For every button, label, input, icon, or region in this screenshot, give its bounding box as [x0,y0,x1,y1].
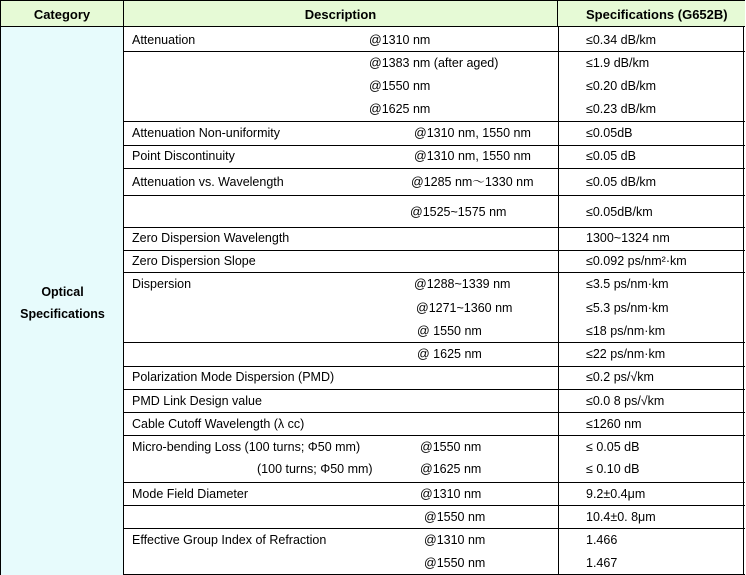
row-spec: ≤0.05dB/km [586,205,653,219]
row-divider [124,435,745,436]
row-condition: @1310 nm [369,33,431,47]
row-condition: @1550 nm [424,510,486,524]
row-spec: 1300~1324 nm [586,231,670,245]
row-spec: ≤0.092 ps/nm²·km [586,254,687,268]
row-condition: @1310 nm, 1550 nm [414,126,531,140]
category-label [1,281,124,325]
row-spec: ≤5.3 ps/nm·km [586,301,669,315]
row-condition: @1550 nm [420,440,482,454]
row-condition: @1310 nm, 1550 nm [414,149,531,163]
row-spec: ≤22 ps/nm·km [586,347,666,361]
row-spec: 9.2±0.4μm [586,487,646,501]
row-spec: ≤1.9 dB/km [586,56,650,70]
row-condition: @1271~1360 nm [416,301,513,315]
row-label: Attenuation Non-uniformity [132,126,280,140]
row-spec: ≤0.23 dB/km [586,102,657,116]
row-condition: @ 1625 nm [417,347,482,361]
row-divider [124,412,745,413]
row-condition: @1383 nm (after aged) [369,56,499,70]
row-condition: @1285 nm～1330 nm [411,175,534,189]
row-divider [124,250,745,251]
row-label: Effective Group Index of Refraction [132,533,327,547]
row-spec: ≤0.0 8 ps/√km [586,394,665,408]
row-condition: @ 1550 nm [417,324,482,338]
row-spec: ≤18 ps/nm·km [586,324,666,338]
row-spec: ≤0.20 dB/km [586,79,657,93]
row-divider [124,195,745,196]
row-spec: ≤0.2 ps/√km [586,370,654,384]
row-label: Micro-bending Loss (100 turns; Φ50 mm) [132,440,361,454]
row-condition: @1625 nm [369,102,431,116]
row-spec: ≤ 0.05 dB [586,440,640,454]
row-divider [124,482,745,483]
row-spec: 10.4±0. 8μm [586,510,656,524]
row-spec: ≤3.5 ps/nm·km [586,277,669,291]
row-label: Polarization Mode Dispersion (PMD) [132,370,335,384]
row-divider [124,168,745,169]
row-label: PMD Link Design value [132,394,262,408]
row-condition: @1550 nm [369,79,431,93]
row-condition: @1310 nm [420,487,482,501]
header-description: Description [124,1,558,27]
row-condition: @1288~1339 nm [414,277,511,291]
row-condition: @1550 nm [424,556,486,570]
row-divider [124,366,745,367]
row-divider [124,505,745,506]
row-label: Cable Cutoff Wavelength (λ cc) [132,417,305,431]
row-spec: 1.467 [586,556,618,570]
row-divider [124,389,745,390]
header-specifications: Specifications (G652B) [586,7,728,22]
category-label-line-1: Optical [41,285,84,299]
header-category: Category [1,1,124,27]
row-spec: ≤0.34 dB/km [586,33,657,47]
row-label: Zero Dispersion Wavelength [132,231,290,245]
row-label: Attenuation [132,33,196,47]
row-label: Zero Dispersion Slope [132,254,256,268]
row-divider [124,227,745,228]
row-divider [124,51,745,52]
row-divider [124,145,745,146]
row-divider [124,121,745,122]
row-divider [124,342,745,343]
row-label: Mode Field Diameter [132,487,249,501]
category-label-line-2: Specifications [20,307,105,321]
row-spec: 1.466 [586,533,618,547]
table-header [1,0,745,27]
row-spec: ≤0.05 dB/km [586,175,657,189]
row-spec: ≤1260 nm [586,417,642,431]
row-condition: @1625 nm [420,462,482,476]
row-divider [124,528,745,529]
row-divider [124,272,745,273]
row-spec: ≤0.05 dB [586,149,636,163]
column-divider [558,27,559,575]
row-condition: @1310 nm [424,533,486,547]
row-label: Attenuation vs. Wavelength [132,175,284,189]
row-condition: @1525~1575 nm [410,205,507,219]
category-cell [1,27,124,575]
row-label: (100 turns; Φ50 mm) [257,462,373,476]
row-spec: ≤0.05dB [586,126,633,140]
row-label: Dispersion [132,277,192,291]
row-label: Point Discontinuity [132,149,235,163]
row-spec: ≤ 0.10 dB [586,462,640,476]
